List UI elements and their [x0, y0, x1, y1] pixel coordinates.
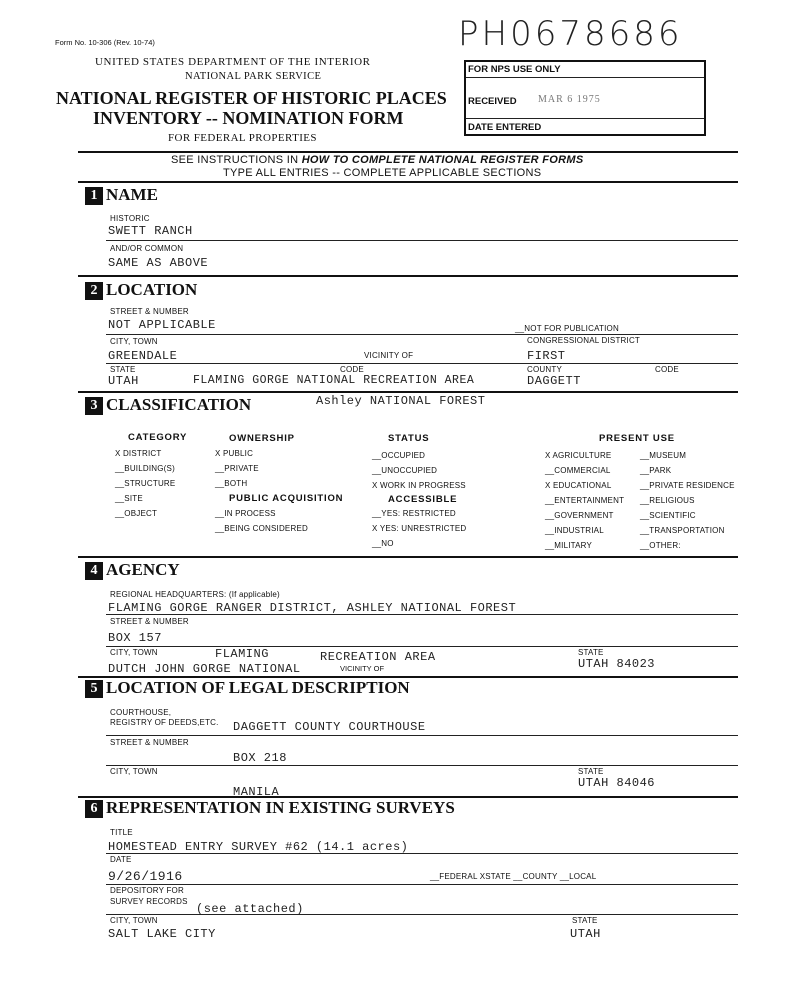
- checkbox-option[interactable]: __GOVERNMENT: [545, 511, 614, 520]
- section-5-number: 5: [85, 680, 103, 698]
- checkbox-option[interactable]: __PARK: [640, 466, 672, 475]
- checkbox-option[interactable]: __YES: RESTRICTED: [372, 509, 456, 518]
- survey-state-value: UTAH: [570, 927, 601, 941]
- agency-city-line1: FLAMING: [215, 647, 269, 661]
- city-value: GREENDALE: [108, 349, 178, 363]
- checkbox-option[interactable]: __TRANSPORTATION: [640, 526, 725, 535]
- survey-state-label: STATE: [572, 916, 598, 925]
- section-4-title: AGENCY: [106, 560, 180, 579]
- city-label: CITY, TOWN: [110, 337, 158, 346]
- not-for-publication: __NOT FOR PUBLICATION: [515, 324, 619, 333]
- instructions-line1: SEE INSTRUCTIONS IN HOW TO COMPLETE NATIONAL REGISTER FORMS: [171, 154, 584, 166]
- section-3-number: 3: [85, 397, 103, 415]
- checkbox-option[interactable]: X PUBLIC: [215, 449, 254, 458]
- received-stamp: MAR 6 1975: [538, 94, 601, 105]
- checkbox-option[interactable]: __COMMERCIAL: [545, 466, 611, 475]
- nps-box-heading: FOR NPS USE ONLY: [468, 64, 561, 75]
- survey-title-label: TITLE: [110, 828, 133, 837]
- checkbox-option[interactable]: __BUILDING(S): [115, 464, 175, 473]
- checkbox-option[interactable]: __BEING CONSIDERED: [215, 524, 308, 533]
- common-name: SAME AS ABOVE: [108, 256, 209, 270]
- checkbox-option[interactable]: __INDUSTRIAL: [545, 526, 604, 535]
- legal-street-value: BOX 218: [233, 751, 287, 765]
- checkbox-option[interactable]: __OCCUPIED: [372, 451, 426, 460]
- section-5-title: LOCATION OF LEGAL DESCRIPTION: [106, 678, 410, 697]
- checkbox-option[interactable]: __NO: [372, 539, 394, 548]
- agency-vicinity-label: VICINITY OF: [340, 664, 385, 673]
- vicinity-label: VICINITY OF: [364, 351, 414, 360]
- form-number: Form No. 10-306 (Rev. 10-74): [55, 38, 155, 47]
- survey-city-label: CITY, TOWN: [110, 916, 158, 925]
- section-2-title: LOCATION: [106, 280, 198, 299]
- state-value: UTAH: [108, 374, 139, 388]
- street-label: STREET & NUMBER: [110, 307, 189, 316]
- survey-title-value: HOMESTEAD ENTRY SURVEY #62 (14.1 acres): [108, 840, 409, 854]
- agency-street-value: BOX 157: [108, 631, 162, 645]
- received-label: RECEIVED: [468, 96, 517, 107]
- checkbox-option[interactable]: __STRUCTURE: [115, 479, 176, 488]
- survey-city-value: SALT LAKE CITY: [108, 927, 216, 941]
- registry-label: REGISTRY OF DEEDS,ETC.: [110, 718, 219, 727]
- form-title-line1: NATIONAL REGISTER OF HISTORIC PLACES: [56, 88, 447, 108]
- agency-city-label: CITY, TOWN: [110, 648, 158, 657]
- historic-name: SWETT RANCH: [108, 224, 193, 238]
- section-6-title: REPRESENTATION IN EXISTING SURVEYS: [106, 798, 455, 817]
- congressional-district-value: FIRST: [527, 349, 566, 363]
- depository-value: (see attached): [196, 902, 304, 916]
- section-4-number: 4: [85, 562, 103, 580]
- form-subtitle: FOR FEDERAL PROPERTIES: [168, 132, 317, 144]
- code-label: CODE: [340, 365, 364, 374]
- handwritten-reference-number: PH0678686: [458, 14, 683, 54]
- section-1-number: 1: [85, 187, 103, 205]
- checkbox-option[interactable]: X AGRICULTURE: [545, 451, 612, 460]
- historic-label: HISTORIC: [110, 214, 150, 223]
- recreation-area-value: FLAMING GORGE NATIONAL RECREATION AREA: [193, 374, 475, 387]
- county-label: COUNTY: [527, 365, 562, 374]
- status-heading: STATUS: [388, 433, 430, 444]
- section-2-number: 2: [85, 282, 103, 300]
- section-6-number: 6: [85, 800, 103, 818]
- county-value: DAGGETT: [527, 374, 581, 388]
- checkbox-option[interactable]: __SITE: [115, 494, 143, 503]
- checkbox-option[interactable]: __SCIENTIFIC: [640, 511, 696, 520]
- category-heading: CATEGORY: [128, 432, 188, 443]
- checkbox-option[interactable]: __IN PROCESS: [215, 509, 276, 518]
- checkbox-option[interactable]: __MILITARY: [545, 541, 593, 550]
- checkbox-option[interactable]: __PRIVATE RESIDENCE: [640, 481, 735, 490]
- ownership-heading: OWNERSHIP: [229, 433, 295, 444]
- checkbox-option[interactable]: X YES: UNRESTRICTED: [372, 524, 467, 533]
- checkbox-option[interactable]: __ENTERTAINMENT: [545, 496, 625, 505]
- survey-date-label: DATE: [110, 855, 132, 864]
- checkbox-option[interactable]: __OTHER:: [640, 541, 681, 550]
- county-code-label: CODE: [655, 365, 679, 374]
- checkbox-option[interactable]: X WORK IN PROGRESS: [372, 481, 466, 490]
- checkbox-option[interactable]: __RELIGIOUS: [640, 496, 695, 505]
- nps-use-only-box: [464, 60, 706, 136]
- congressional-district-label: CONGRESSIONAL DISTRICT: [527, 336, 641, 345]
- depository-label-1: DEPOSITORY FOR: [110, 886, 184, 895]
- agency-state-label: STATE: [578, 648, 604, 657]
- date-entered-label: DATE ENTERED: [468, 122, 542, 133]
- common-label: AND/OR COMMON: [110, 244, 184, 253]
- legal-city-value: MANILA: [233, 785, 280, 799]
- service-name: NATIONAL PARK SERVICE: [185, 71, 322, 82]
- checkbox-option[interactable]: __UNOCCUPIED: [372, 466, 438, 475]
- public-acquisition-heading: PUBLIC ACQUISITION: [229, 493, 344, 504]
- checkbox-option[interactable]: X EDUCATIONAL: [545, 481, 612, 490]
- legal-state-label: STATE: [578, 767, 604, 776]
- headquarters-value: FLAMING GORGE RANGER DISTRICT, ASHLEY NATIONAL FOREST: [108, 601, 517, 615]
- street-value: NOT APPLICABLE: [108, 318, 216, 332]
- form-title-line2: INVENTORY -- NOMINATION FORM: [93, 108, 404, 128]
- agency-city-value: DUTCH JOHN GORGE NATIONAL: [108, 662, 301, 676]
- courthouse-value: DAGGETT COUNTY COURTHOUSE: [233, 720, 426, 734]
- checkbox-option[interactable]: __OBJECT: [115, 509, 158, 518]
- survey-date-value: 9/26/1916: [108, 869, 183, 884]
- survey-scope-options: __FEDERAL XSTATE __COUNTY __LOCAL: [430, 872, 597, 881]
- section-1-title: NAME: [106, 185, 158, 204]
- legal-state-value: UTAH 84046: [578, 776, 656, 790]
- agency-street-label: STREET & NUMBER: [110, 617, 189, 626]
- department-name: UNITED STATES DEPARTMENT OF THE INTERIOR: [95, 56, 371, 68]
- courthouse-label: COURTHOUSE,: [110, 708, 172, 717]
- state-label: STATE: [110, 365, 136, 374]
- depository-label-2: SURVEY RECORDS: [110, 897, 188, 906]
- section-3-title: CLASSIFICATION: [106, 395, 252, 414]
- agency-state-value: UTAH 84023: [578, 657, 656, 671]
- checkbox-option[interactable]: __MUSEUM: [640, 451, 687, 460]
- classification-note: Ashley NATIONAL FOREST: [316, 394, 486, 408]
- checkbox-option[interactable]: __BOTH: [215, 479, 248, 488]
- agency-city-line1b: RECREATION AREA: [320, 650, 436, 664]
- legal-street-label: STREET & NUMBER: [110, 738, 189, 747]
- checkbox-option[interactable]: X DISTRICT: [115, 449, 162, 458]
- instructions-line2: TYPE ALL ENTRIES -- COMPLETE APPLICABLE SECTIONS: [223, 167, 542, 179]
- legal-city-label: CITY, TOWN: [110, 767, 158, 776]
- headquarters-label: REGIONAL HEADQUARTERS: (If applicable): [110, 590, 280, 599]
- accessible-heading: ACCESSIBLE: [388, 494, 458, 505]
- present-use-heading: PRESENT USE: [599, 433, 675, 444]
- checkbox-option[interactable]: __PRIVATE: [215, 464, 259, 473]
